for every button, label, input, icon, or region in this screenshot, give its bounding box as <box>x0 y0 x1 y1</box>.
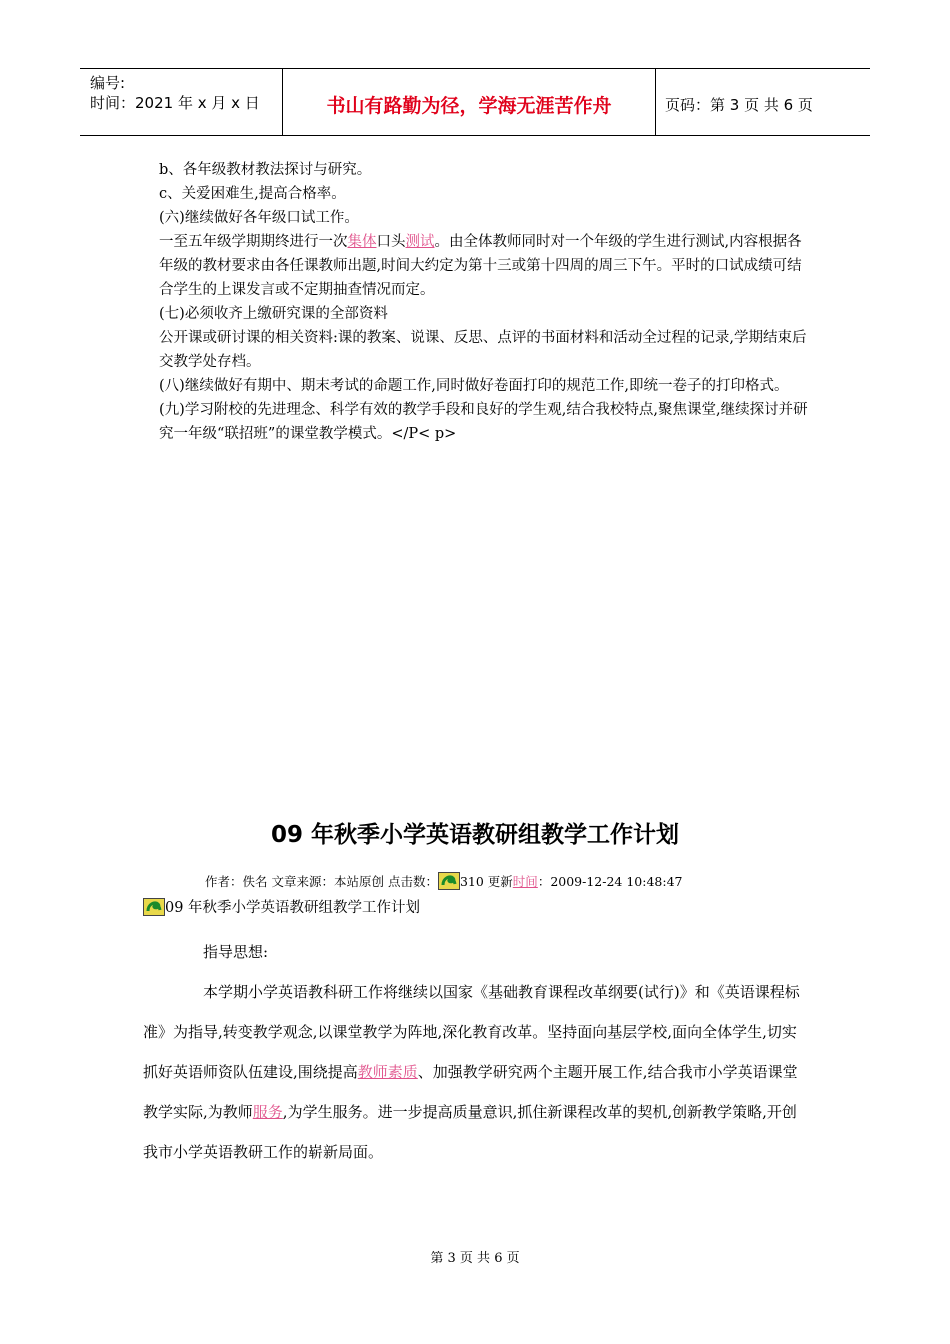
subtitle-text: 09 年秋季小学英语教研组教学工作计划 <box>165 900 421 916</box>
page-footer: 第 3 页 共 6 页 <box>430 1251 520 1266</box>
document-number-label: 编号: <box>90 74 126 92</box>
article-subtitle <box>143 896 420 917</box>
link-collective[interactable]: 集体 <box>347 234 377 250</box>
meta-author-source: 作者：佚名 文章来源：本站原创 点击数： <box>205 874 438 889</box>
paragraph-item-7: 公开课或研讨课的相关资料:课的教案、说课、反思、点评的书面材料和活动全过程的记录,学期结束后交教学处存档。 <box>159 330 807 370</box>
clicks-icon <box>438 872 460 890</box>
text-run: ,为学生服务。进一步提高质量意识,抓住新课程改革的契机,创新教学策略,开创我市小学英语教研工作的崭新局面。 <box>143 1103 797 1161</box>
header-page-label: 页码：第 3 页 共 6 页 <box>665 96 813 114</box>
page-header <box>80 68 870 136</box>
guide-paragraph <box>143 972 810 1172</box>
section-continuation <box>143 158 810 446</box>
text-run: 、加强教学研究两个主题开展工作,结合我市小学英语课堂教学实际,为教师 <box>143 1063 798 1121</box>
document-date-label: 时间：2021 年 x 月 x 日 <box>90 94 260 112</box>
heading-item-7: (七)必须收齐上缴研究课的全部资料 <box>159 306 388 322</box>
text-run: 口头 <box>376 234 406 250</box>
text-run: 更新 <box>483 874 513 889</box>
paragraph-item-9: (九)学习附校的先进理念、科学有效的教学手段和良好的学生观,结合我校特点,聚焦课堂,继续探讨并研究一年级“联招班”的课堂教学模式。</P< p> <box>159 402 808 442</box>
article-title: 09 年秋季小学英语教研组教学工作计划 <box>270 822 679 848</box>
header-divider <box>655 69 656 135</box>
text-run: 。由全体教师同时对一个年级的学生进行测试,内容根据各年级的教材要求由各任课教师出题,时间大约定为第十三或第十四周的周三下午。平时的口试成绩可结合学生的上课发言或不定期抽查情况而定。 <box>159 234 802 298</box>
link-test[interactable]: 测试 <box>405 234 435 250</box>
text-run: 本学期小学英语教科研工作将继续以国家《基础教育课程改革纲要(试行)》和《英语课程标准》为指导,转变教学观念,以课堂教学为阵地,深化教育改革。坚持面向基层学校,面向全体学生,切实抓好英语师资队伍建设,围绕提高 <box>143 983 800 1081</box>
meta-update-time: ：2009-12-24 10:48:47 <box>537 874 683 889</box>
link-teacher-quality[interactable]: 教师素质 <box>357 1063 418 1081</box>
paragraph-item-8: (八)继续做好有期中、期末考试的命题工作,同时做好卷面打印的规范工作,即统一卷子的打印格式。 <box>159 378 789 394</box>
list-item-c: c、关爱困难生,提高合格率。 <box>159 186 346 202</box>
paragraph-item-6 <box>143 230 810 302</box>
article-body <box>143 932 810 1172</box>
list-item-b: b、各年级教材教法探讨与研究。 <box>159 162 372 178</box>
header-motto: 书山有路勤为径，学海无涯苦作舟 <box>326 95 612 117</box>
link-time[interactable]: 时间 <box>512 874 538 889</box>
meta-click-count: 310 <box>459 874 484 889</box>
header-left-cell <box>90 73 260 113</box>
heading-item-6: (六)继续做好各年级口试工作。 <box>159 210 359 226</box>
article-meta <box>205 872 683 890</box>
link-service[interactable]: 服务 <box>252 1103 283 1121</box>
text-run: 一至五年级学期期终进行一次 <box>159 234 348 250</box>
article-icon <box>143 898 165 916</box>
guide-heading: 指导思想: <box>203 943 269 961</box>
